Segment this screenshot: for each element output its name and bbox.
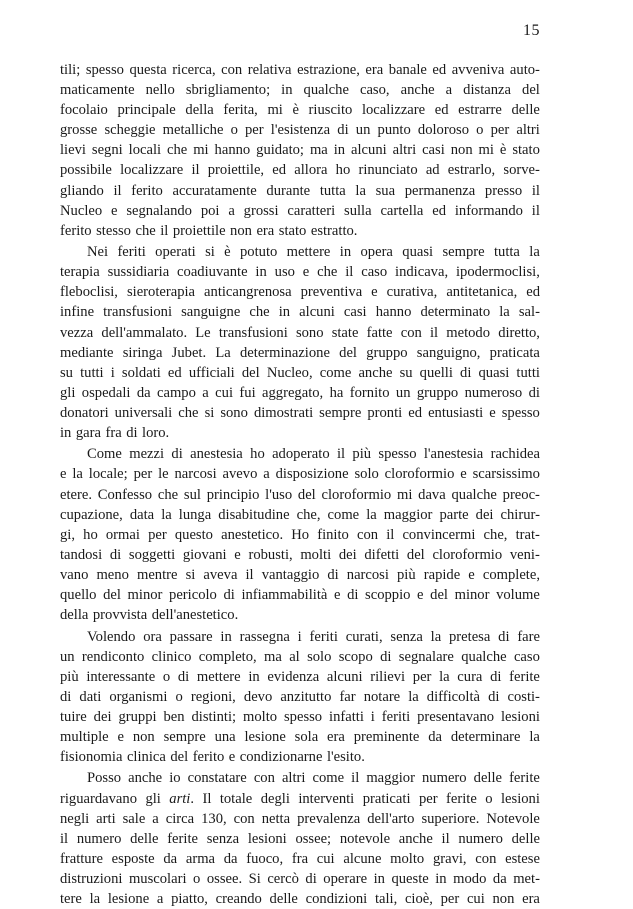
text-line: focolaio principale della ferita, mi è riuscito localizzare ed estrarre delle [60, 102, 540, 119]
text-line: della provvista dell'anestetico. [60, 607, 239, 624]
text-line: tili; spesso questa ricerca, con relativa estrazione, era banale ed avveniva auto- [60, 62, 540, 78]
paragraph [60, 627, 540, 768]
text-line: donatori universali che si sono dimostrati sempre pronti ed entusiasti e spesso [60, 404, 540, 421]
text-line: tandosi di soggetti giovani e robusti, molti dei difetti del cloroformio veni- [60, 546, 540, 563]
text-line: Nei feriti operati si è potuto mettere in opera quasi sempre tutta la [87, 244, 540, 261]
text-line: e la locale; per le narcosi avevo a disposizione solo cloroformio e scarsissimo [60, 466, 540, 483]
text-line: un rendiconto clinico completo, ma al solo scopo di segnalare qualche caso [60, 648, 540, 665]
paragraph [60, 768, 540, 909]
text-line: grosse scheggie metalliche o per l'esistenza di un punto doloroso o per altri [60, 122, 540, 139]
text-line: gli ospedali da campo a cui fui aggregato, ha fornito un gruppo numeroso di [60, 384, 540, 401]
text-line: riguardavano gli arti. Il totale degli interventi praticati per ferite o lesioni [60, 790, 540, 807]
text-line: etere. Confesso che sul principio l'uso del cloroformio mi dava qualche preoc- [60, 486, 540, 503]
text-line: multiple e non sempre una lesione sola era preminente da determinare la [60, 728, 540, 745]
text-line: possibile localizzare il proiettile, ed allora ho rinunciato ad estrarlo, sorve- [60, 162, 540, 179]
text-line: su tutti i soldati ed ufficiali del Nucleo, come anche su quelli di quasi tutti [60, 364, 540, 381]
page-number: 15 [523, 22, 540, 39]
paragraph [60, 444, 540, 625]
text-line: vano meno mentre si aveva il vantaggio di narcosi più rapide e complete, [60, 566, 540, 583]
body-text [60, 60, 540, 909]
text-line: distruzioni muscolari o ossee. Si cercò di operare in queste in modo da met- [60, 870, 540, 887]
text-line: terapia sussidiaria coadiuvante in uso e che il caso indicava, ipodermoclisi, [60, 264, 540, 281]
text-line: fratture esposte da arma da fuoco, fra cui alcune molto gravi, con estese [60, 850, 540, 867]
text-line: di dati organismi o regioni, devo anzitutto far notare la difficoltà di costi- [60, 688, 540, 705]
text-line: mediante siringa Jubet. La determinazione del gruppo sanguigno, praticata [60, 344, 540, 361]
text-line: lievi segni locali che mi hanno guidato; ma in alcuni altri casi non mi è stato [60, 142, 540, 159]
text-line: tuire dei gruppi ben distinti; molto spesso infatti i feriti presentavano lesioni [60, 708, 540, 725]
text-line: quello del minor pericolo di infiammabilità e di scoppio e del minor volume [60, 587, 540, 604]
text-line: maticamente nello sbrigliamento; in qualche caso, anche a distanza del [60, 82, 540, 99]
paragraph [60, 60, 540, 241]
text-line: Volendo ora passare in rassegna i feriti curati, senza la pretesa di fare [87, 628, 540, 645]
text-line: in gara fra di loro. [60, 424, 170, 441]
text-line: tere la lesione a piatto, creando delle condizioni tali, cioè, per cui non era [60, 891, 540, 908]
text-line: Nucleo e segnalando poi a grossi caratteri sulla cartella ed informando il [60, 202, 540, 219]
text-line: ferito stesso che il proiettile non era stato estratto. [60, 222, 358, 239]
text-line: infine transfusioni sanguigne che in alcuni casi hanno determinato la sal- [60, 304, 540, 321]
text-line: Posso anche io constatare con altri come il maggior numero delle ferite [87, 770, 540, 787]
paragraph [60, 242, 540, 443]
text-line: gliando il ferito accuratamente durante tutta la sua permanenza presso il [60, 182, 540, 199]
text-line: cupazione, data la lunga disabitudine che, come la maggior parte dei chirur- [60, 506, 540, 523]
text-line: Come mezzi di anestesia ho adoperato il più spesso l'anestesia rachidea [87, 446, 540, 463]
text-line: vezza dell'ammalato. Le transfusioni sono state fatte con il metodo diretto, [60, 324, 540, 341]
text-line: gi, ho ormai per questo anestetico. Ho finito con il convincermi che, trat- [60, 526, 540, 543]
text-line: fisionomia clinica del ferito e condizionarne l'esito. [60, 749, 365, 766]
text-line: fleboclisi, sieroterapia anticangrenosa preventiva e curativa, antitetanica, ed [60, 284, 540, 301]
text-line: il numero delle ferite senza lesioni ossee; notevole anche il numero delle [60, 830, 540, 847]
text-line: più interessante o di mettere in evidenza alcuni rilievi per la cura di ferite [60, 668, 540, 685]
text-line: negli arti sale a circa 130, con netta prevalenza dell'arto superiore. Notevole [60, 810, 540, 827]
